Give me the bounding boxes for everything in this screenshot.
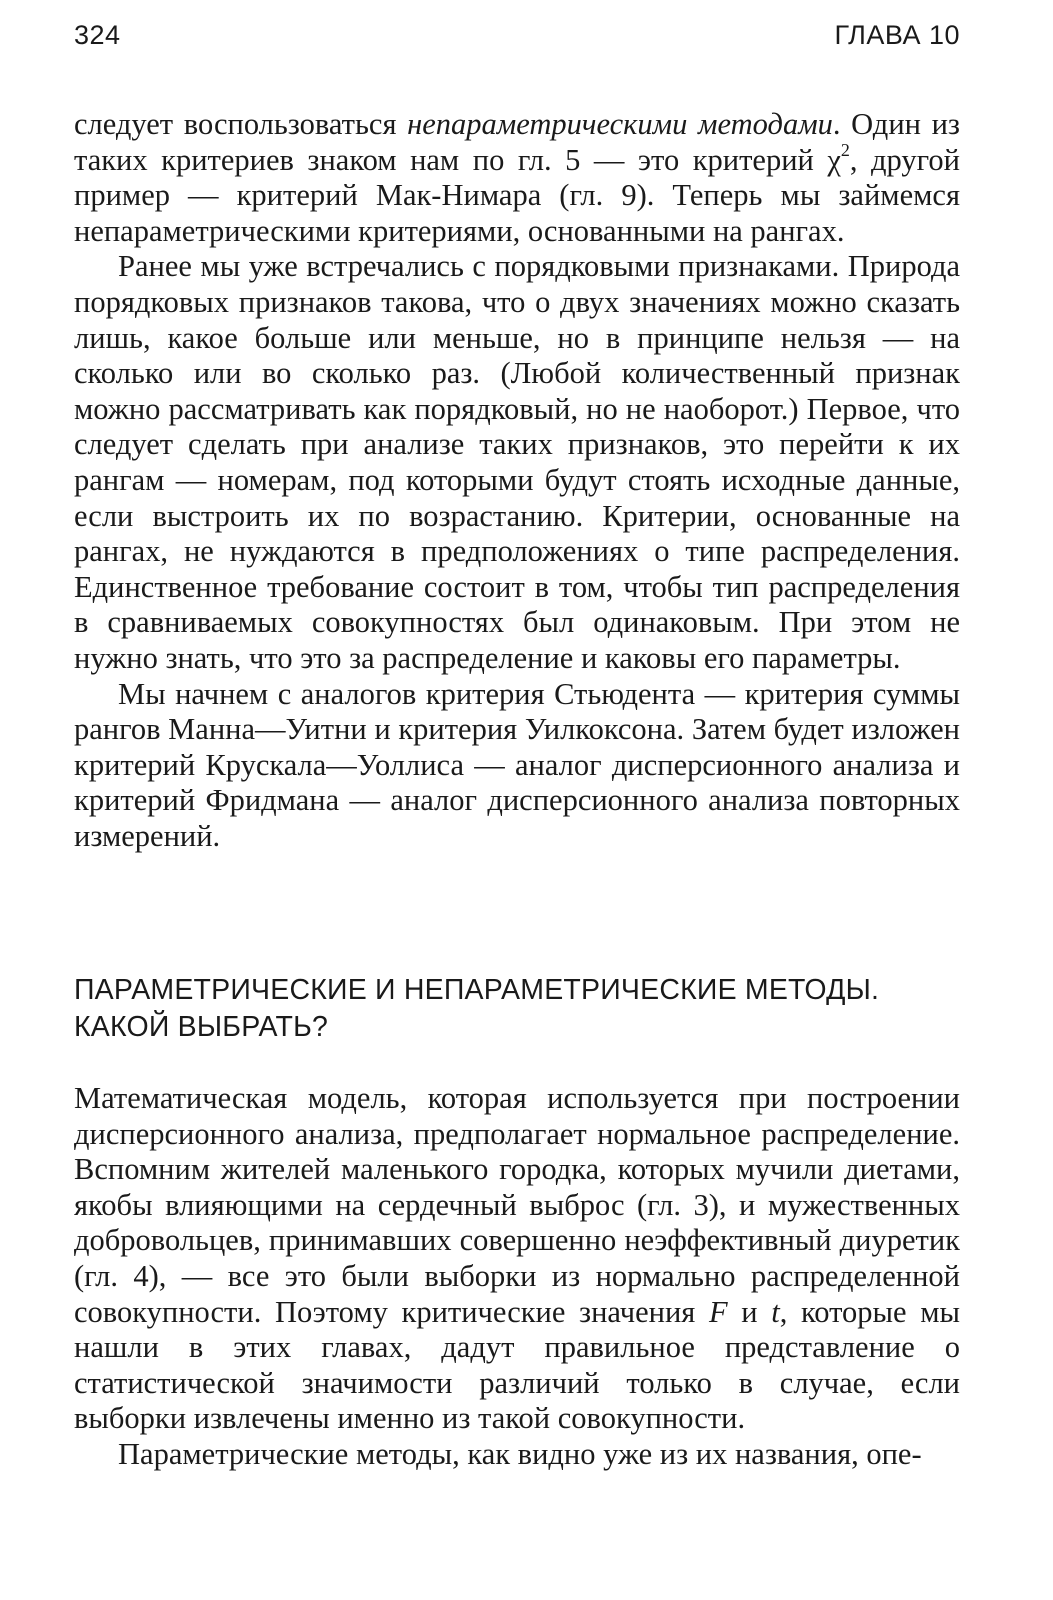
variable-f: F [708, 1294, 728, 1329]
paragraph-parametric-methods: Параметрические методы, как видно уже из их названия, опе- [118, 1436, 922, 1471]
text-run: следует воспользоваться [74, 107, 408, 141]
emphasis-text: непараметрическими методами [407, 107, 833, 141]
text-run: , которые мы нашли в этих главах, дадут правильное представление о статистической значимости различий только в случае, если выборки извлечены именно из такой совокупности. [74, 1294, 960, 1436]
chapter-label: ГЛАВА 10 [834, 20, 960, 50]
variable-t: t [771, 1294, 780, 1329]
paragraph-continuation [74, 107, 960, 249]
text-run: Математическая модель, которая используется при построении дисперсионного анализа, предполагает нормальное распределение. Вспомним жителей маленького городка, которых мучили диетами, якобы влияющими на сердечный выброс (гл. 3), и мужественных добровольцев, принимавших совершенно неэффективный диуретик (гл. 4), — все это были выборки из нормально распределенной совокупности. Поэтому критические значения [74, 1081, 960, 1329]
paragraph-criteria-overview: Мы начнем с аналогов критерия Стьюдента — критерия суммы рангов Манна—Уитни и критерия Уилкоксона. Затем будет изложен критерий Крускала—Уоллиса — аналог дисперсионного анализа и критерий Фридмана — аналог дисперсионного анализа повторных измерений. [74, 676, 960, 853]
section-heading [74, 972, 974, 1046]
section-body [74, 1081, 960, 1473]
running-header [74, 20, 960, 60]
section-heading-line: ПАРАМЕТРИЧЕСКИЕ И НЕПАРАМЕТРИЧЕСКИЕ МЕТОДЫ. [74, 974, 880, 1006]
text-run: , другой пример — критерий Мак-Нимара (гл. 9). Теперь мы займемся непараметрическими критериями, основанными на рангах. [74, 142, 960, 248]
paragraph-mathematical-model [74, 1081, 960, 1437]
page-number: 324 [74, 20, 121, 50]
text-run: и [727, 1294, 772, 1329]
text-run: . Один из таких критериев знаком нам по гл. 5 — это критерий χ [74, 107, 960, 177]
intro-text [74, 107, 960, 854]
superscript: 2 [840, 139, 850, 160]
paragraph-ordinal-features: Ранее мы уже встречались с порядковыми признаками. Природа порядковых признаков такова, что о двух значениях можно сказать лишь, какое больше или меньше, но в принципе нельзя — на сколько или во сколько раз. (Любой количественный признак можно рассматривать как порядковый, но не наоборот.) Первое, что следует сделать при анализе таких признаков, это перейти к их рангам — номерам, под которыми будут стоять исходные данные, если выстроить их по возрастанию. Критерии, основанные на рангах, не нуждаются в предположениях о типе распределения. Единственное требование состоит в том, чтобы тип распределения в сравниваемых совокупностях был одинаковым. При этом не нужно знать, что это за распределение и каковы его параметры. [74, 249, 960, 675]
section-heading-line: КАКОЙ ВЫБРАТЬ? [74, 1011, 329, 1043]
